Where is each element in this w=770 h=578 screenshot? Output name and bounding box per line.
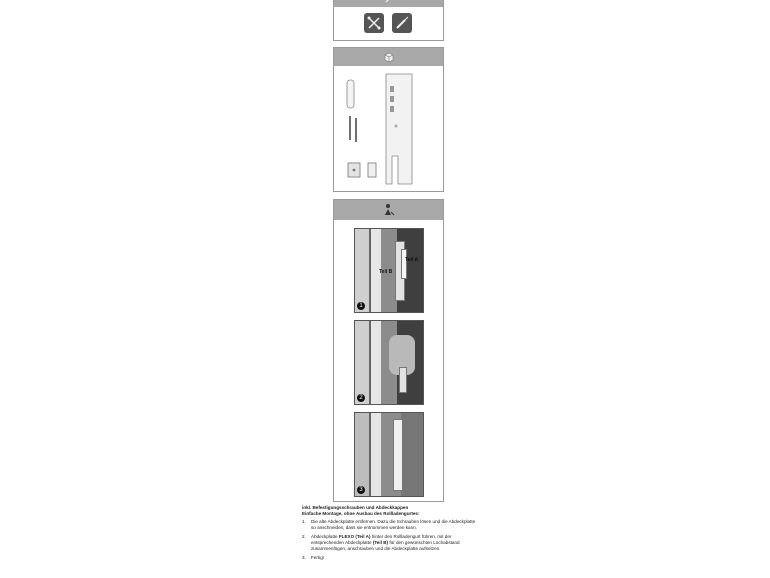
step-photo-1	[354, 228, 424, 313]
list-item: 2. Abdeckplatte FLEXO (Teil A) hinter den Rollladengurt führen, mit der entsprechenden Abdeckplatte (Teil B) für den gewünschten Lochabstand zusammenfügen, anschrauben und die Abdeckplatte aufsetzen.	[302, 534, 460, 551]
description	[302, 505, 477, 564]
screwdriver-icon	[392, 13, 412, 33]
instruction-list	[302, 519, 477, 561]
list-item: 3. Fertig!	[302, 555, 325, 560]
step-photo-3	[354, 412, 424, 497]
label-teil-b: Teil B	[379, 269, 393, 275]
tools-panel	[333, 0, 444, 41]
contents-panel	[333, 47, 444, 192]
list-item: 1. Die alte Abdeckplatte entfernen. Dazu die Schrauben lösen und die Abdeckplatte so anschneiden, dass sie entnommen werden kann.	[302, 519, 476, 530]
included-line: inkl. Befestigungsschrauben und Abdeckkappen	[302, 505, 409, 510]
cover-plate-illustration	[334, 66, 443, 191]
easy-mount-line: Einfache Montage, ohne Ausbau des Rollladengurtes:	[302, 511, 420, 516]
label-teil-a: Teil A	[405, 257, 419, 263]
step-number: 1	[357, 302, 365, 310]
screwdriver-cross-icon	[364, 13, 384, 33]
tools-panel-header	[334, 0, 443, 7]
installer-icon	[382, 203, 396, 217]
contents-panel-header	[334, 48, 443, 66]
step-photo-2	[354, 320, 424, 405]
step-number: 2	[357, 394, 365, 402]
box-icon	[383, 51, 395, 63]
steps-panel	[333, 199, 444, 502]
tool-icon	[384, 0, 394, 4]
step-number: 3	[357, 486, 365, 494]
steps-panel-header	[334, 200, 443, 220]
